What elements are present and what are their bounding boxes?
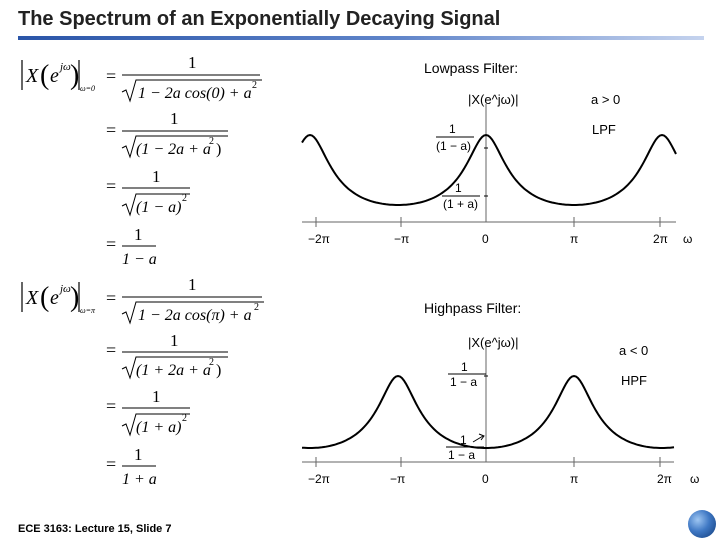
xtick-label: −π [394,232,410,246]
xtick-label: 2π [653,232,668,246]
lhs-exp: jω [60,283,71,295]
frac-num: 1 [170,109,179,128]
highpass-caption: Highpass Filter: [424,300,522,316]
equals-sign: = [106,288,117,308]
xtick-label: 0 [482,472,489,486]
frac-num: 1 [134,225,143,244]
frac-num: 1 [152,387,161,406]
highpass-min-den: 1 − a [448,448,476,462]
lowpass-caption: Lowpass Filter: [424,60,519,76]
frac-den-tail: ) [216,141,222,158]
slide-footer: ECE 3163: Lecture 15, Slide 7 [18,523,172,535]
lhs-e: e [50,65,59,87]
highpass-ylabel: |X(e^jω)| [468,335,519,350]
highpass-tag: HPF [621,373,647,388]
equals-sign: = [106,454,117,474]
university-logo-icon [688,510,716,538]
lhs-exp: jω [60,61,71,73]
frac-den-sup: 2 [254,302,259,313]
highpass-magnitude-curve [302,376,674,448]
equals-sign: = [106,396,117,416]
lhs-paren-open: ( [40,60,50,91]
equals-sign: = [106,234,117,254]
frac-den: (1 + a) [136,419,182,436]
highpass-condition: a < 0 [619,343,649,358]
lhs-sub: ω=0 [80,84,96,93]
frac-den: (1 + 2a + a [136,362,211,379]
frac-den-sup: 2 [209,357,214,368]
equals-sign: = [106,120,117,140]
lowpass-min-num: 1 [455,181,462,195]
frac-den: 1 − a [122,251,157,268]
frac-den: (1 − 2a + a [136,141,211,158]
frac-den-sup: 2 [209,136,214,147]
xtick-label: 0 [482,232,489,246]
xtick-label: ω [683,232,693,246]
lowpass-tag: LPF [592,122,616,137]
equals-sign: = [106,340,117,360]
lowpass-min-den: (1 + a) [443,197,479,211]
lhs-x: X [26,287,39,309]
lowpass-condition: a > 0 [591,92,621,107]
frac-num: 1 [152,167,161,186]
highpass-peak-num: 1 [461,360,468,374]
xtick-label: −2π [308,472,330,486]
lhs-x: X [26,65,39,87]
lowpass-peak-num: 1 [449,122,456,136]
frac-den: 1 − 2a cos(π) + a [138,307,252,324]
xtick-label: π [570,232,579,246]
xtick-label: −2π [308,232,330,246]
equals-sign: = [106,176,117,196]
lhs-paren-open: ( [40,282,50,313]
frac-num: 1 [188,275,197,294]
frac-den: 1 + a [122,471,157,488]
equals-sign: = [106,66,117,86]
lhs-sub: ω=π [80,306,96,315]
frac-den: 1 − 2a cos(0) + a [138,85,252,102]
frac-num: 1 [170,331,179,350]
xtick-label: π [570,472,579,486]
lowpass-peak-den: (1 − a) [436,139,472,153]
lhs-e: e [50,287,59,309]
xtick-label: 2π [657,472,672,486]
frac-den: (1 − a) [136,199,182,216]
frac-den-tail: ) [216,362,222,379]
xtick-label: ω [690,472,700,486]
frac-den-sup: 2 [252,80,257,91]
lhs-paren-close: ) [70,60,80,91]
xtick-label: −π [390,472,406,486]
highpass-peak-den: 1 − a [450,375,478,389]
slide-title: The Spectrum of an Exponentially Decaying Signal [18,8,501,30]
lowpass-ylabel: |X(e^jω)| [468,92,519,107]
highpass-min-num: 1 [460,433,467,447]
frac-den-sup: 2 [182,413,187,424]
frac-num: 1 [134,445,143,464]
frac-den-sup: 2 [182,193,187,204]
lhs-paren-close: ) [70,282,80,313]
frac-num: 1 [188,53,197,72]
